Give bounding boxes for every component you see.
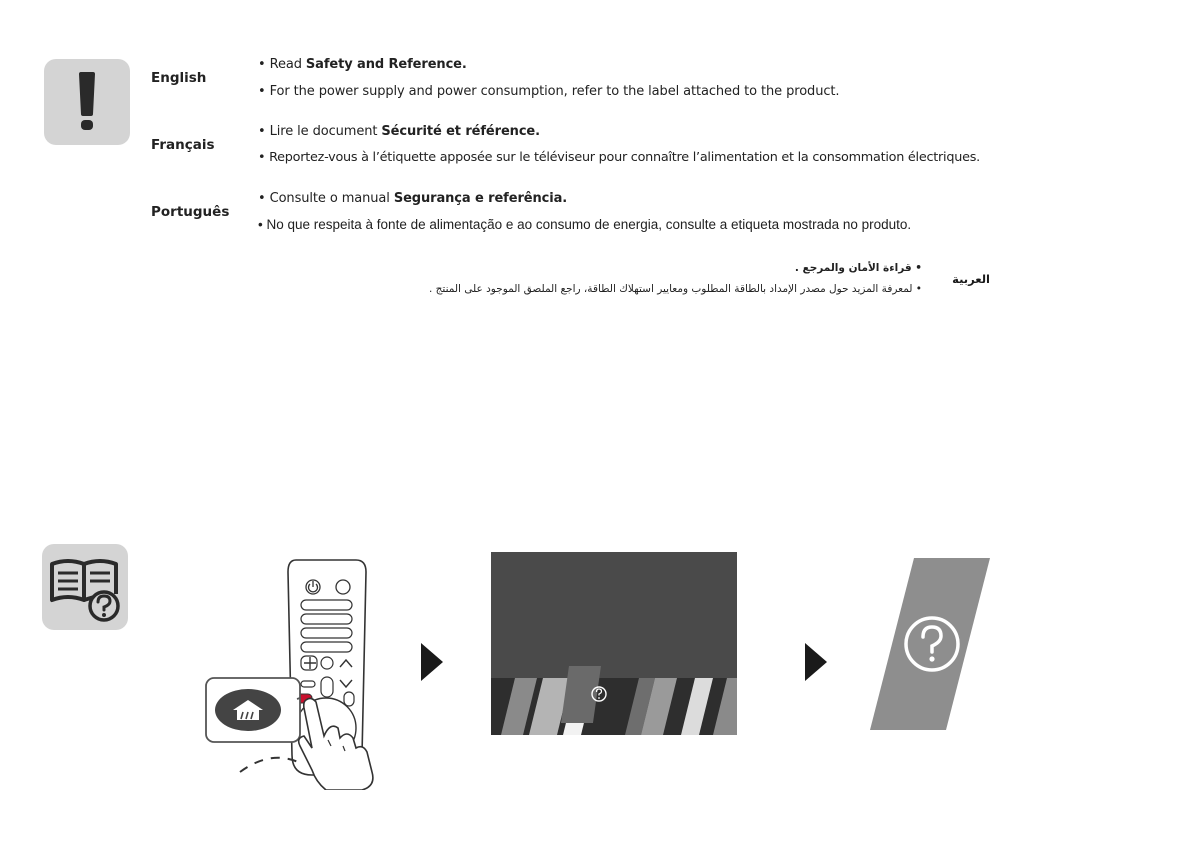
tv-screen-illustration: [491, 552, 737, 735]
book-help-icon: [42, 544, 128, 630]
french-line-1: [258, 124, 540, 139]
french-line-2: • Reportez-vous à l’étiquette apposée sur le téléviseur pour connaître l’alimentation et la consommation électriques.: [258, 150, 980, 165]
english-line-1-text: • Read: [258, 57, 306, 72]
english-line-1-bold: Safety and Reference.: [305, 57, 467, 72]
english-line-2: • For the power supply and power consumption, refer to the label attached to the product.: [258, 84, 840, 99]
arabic-line-2: • لمعرفة المزيد حول مصدر الإمداد بالطاقة المطلوب ومعايير استهلاك الطاقة، راجع الملصق الموجود على المنتج .: [428, 283, 922, 295]
input-button: [336, 580, 350, 594]
lang-label-french: Français: [151, 137, 215, 153]
lang-label-arabic: العربية: [952, 272, 990, 286]
warning-icon-box: [44, 59, 130, 145]
arrow-right-icon: [421, 643, 443, 681]
dashed-motion-arc: [240, 758, 298, 772]
english-line-1: [258, 57, 467, 72]
lang-label-portuguese: Português: [151, 204, 230, 220]
arrow-right-icon-2: [805, 643, 827, 681]
french-line-1-bold: Sécurité et référence.: [381, 124, 540, 139]
portuguese-line-1: [258, 191, 567, 206]
portuguese-line-2: • No que respeita à fonte de alimentação e ao consumo de energia, consulte a etiqueta mostrada no produto.: [258, 217, 912, 232]
exclamation-icon: [44, 59, 130, 145]
lang-label-english: English: [151, 70, 207, 86]
help-tile-large: [870, 558, 990, 730]
french-line-1-text: • Lire le document: [258, 124, 382, 139]
remote-control-illustration: [200, 550, 390, 790]
manual-icon-box: [42, 544, 128, 630]
portuguese-line-1-text: • Consulte o manual: [258, 191, 394, 206]
arabic-line-1: • قراءة الأمان والمرجع .: [794, 262, 922, 274]
portuguese-line-1-bold: Segurança e referência.: [393, 191, 568, 206]
